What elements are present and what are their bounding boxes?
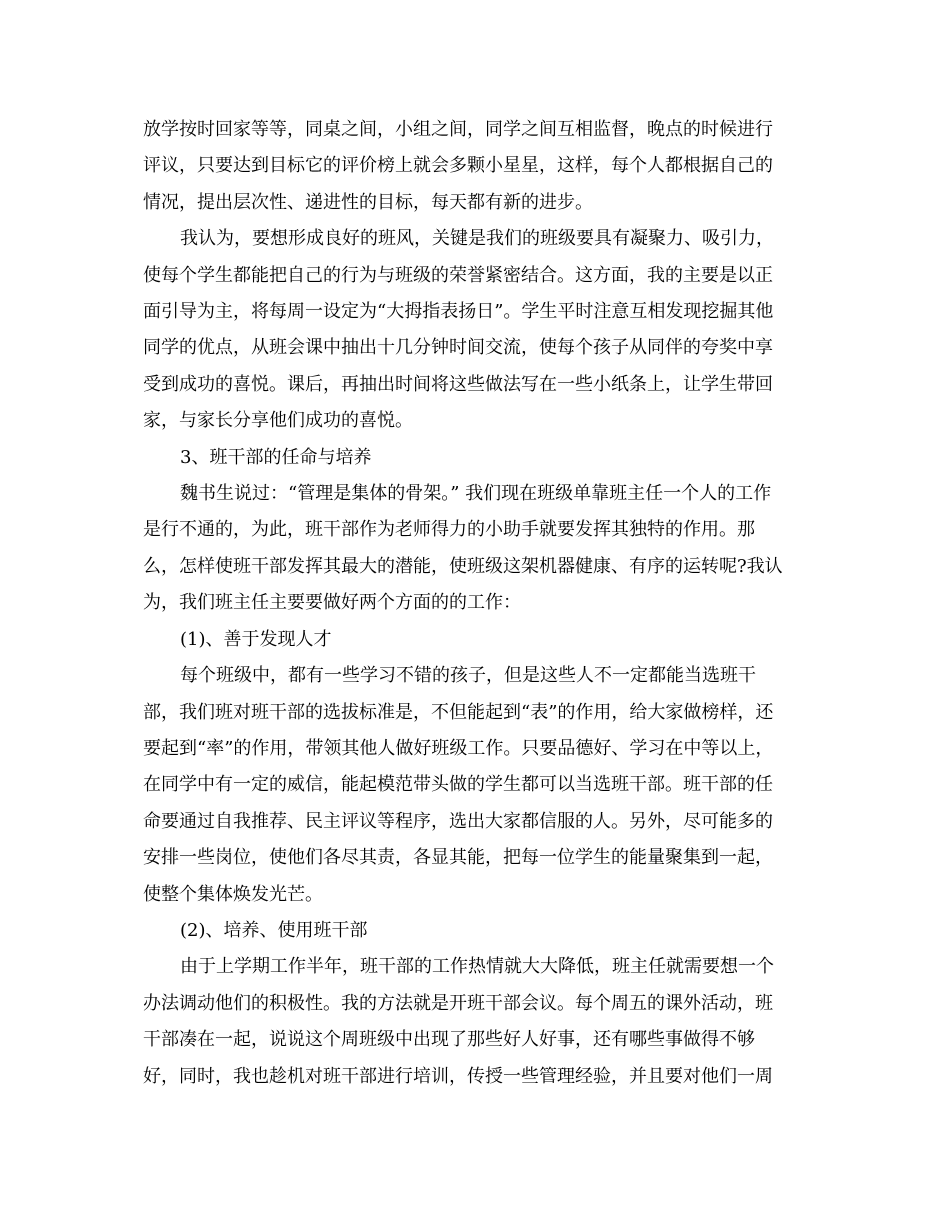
paragraph-4 xyxy=(143,658,811,913)
text-line: 面引导为主，将每周一设定为“大拇指表扬日”。学生平时注意互相发现挖掘其他 xyxy=(143,301,774,323)
text-line: 为，我们班主任主要要做好两个方面的的工作： xyxy=(143,592,521,614)
text-line: 在同学中有一定的威信，能起模范带头做的学生都可以当选班干部。班干部的任 xyxy=(143,774,773,796)
text-line: 使整个集体焕发光芒。 xyxy=(143,883,323,905)
section-heading xyxy=(143,440,811,476)
subheading-1 xyxy=(143,622,811,658)
heading-text: 3、班干部的任命与培养 xyxy=(180,446,372,468)
subheading-2 xyxy=(143,913,811,949)
subheading-text: (1)、善于发现人才 xyxy=(180,628,332,650)
text-line: 同学的优点，从班会课中抽出十几分钟时间交流，使每个孩子从同伴的夸奖中享 xyxy=(143,337,773,359)
text-line: 情况，提出层次性、递进性的目标，每天都有新的进步。 xyxy=(143,191,593,213)
paragraph-2 xyxy=(143,221,811,439)
text-line: 安排一些岗位，使他们各尽其责，各显其能，把每一位学生的能量聚集到一起， xyxy=(143,847,773,869)
text-line: 使每个学生都能把自己的行为与班级的荣誉紧密结合。这方面，我的主要是以正 xyxy=(143,264,773,286)
text-line: 由于上学期工作半年，班干部的工作热情就大大降低，班主任就需要想一个 xyxy=(180,956,774,978)
paragraph-5 xyxy=(143,949,811,1095)
text-line: 魏书生说过：“管理是集体的骨架。” 我们现在班级单靠班主任一个人的工作 xyxy=(180,483,772,505)
text-line: 每个班级中，都有一些学习不错的孩子，但是这些人不一定都能当选班干 xyxy=(180,665,756,687)
text-line: 评议，只要达到目标它的评价榜上就会多颗小星星，这样，每个人都根据自己的 xyxy=(143,155,773,177)
text-line: 要起到“率”的作用，带领其他人做好班级工作。只要品德好、学习在中等以上， xyxy=(143,737,774,759)
text-line: 放学按时回家等等，同桌之间，小组之间，同学之间互相监督，晚点的时候进行 xyxy=(143,119,773,140)
text-line: 办法调动他们的积极性。我的方法就是开班干部会议。每个周五的课外活动，班 xyxy=(143,992,773,1014)
text-line: 好，同时，我也趁机对班干部进行培训，传授一些管理经验，并且要对他们一周 xyxy=(143,1065,773,1087)
text-line: 家，与家长分享他们成功的喜悦。 xyxy=(143,410,413,432)
text-line: 是行不通的，为此，班干部作为老师得力的小助手就要发挥其独特的作用。那 xyxy=(143,519,755,541)
text-line: 干部凑在一起，说说这个周班级中出现了那些好人好事，还有哪些事做得不够 xyxy=(143,1029,755,1051)
text-line: 部，我们班对班干部的选拔标准是，不但能起到“表”的作用，给大家做榜样，还 xyxy=(143,701,774,723)
text-line: 命要通过自我推荐、民主评议等程序，选出大家都信服的人。另外，尽可能多的 xyxy=(143,810,773,832)
text-line: 我认为，要想形成良好的班风，关键是我们的班级要具有凝聚力、吸引力， xyxy=(180,228,774,250)
text-line: 么，怎样使班干部发挥其最大的潜能，使班级这架机器健康、有序的运转呢?我认 xyxy=(143,555,783,577)
document-body xyxy=(143,112,811,1095)
paragraph-3 xyxy=(143,476,811,622)
subheading-text: (2)、培养、使用班干部 xyxy=(180,919,368,941)
text-line: 受到成功的喜悦。课后，再抽出时间将这些做法写在一些小纸条上，让学生带回 xyxy=(143,373,773,395)
paragraph-1 xyxy=(143,112,811,221)
